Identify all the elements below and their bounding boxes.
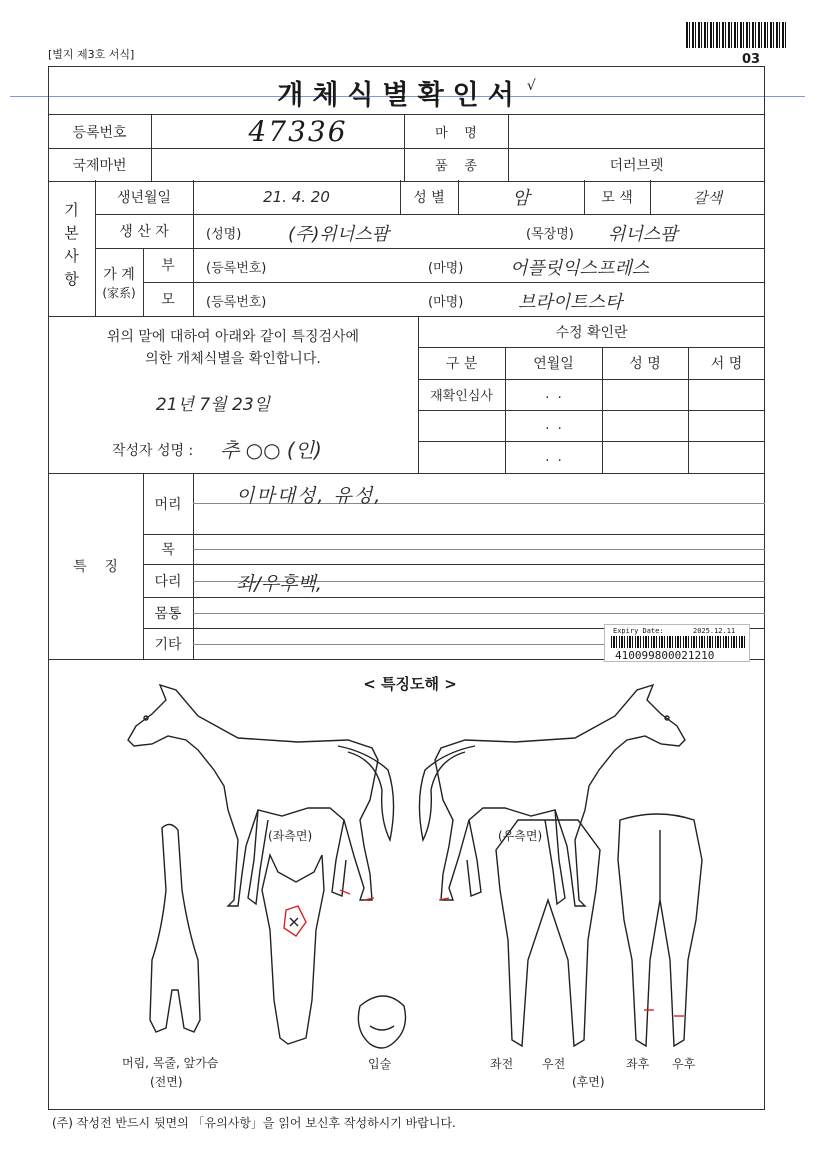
dam-reg-label: (등록번호): [206, 295, 267, 310]
expiry-value: 2025.12.11: [693, 627, 736, 635]
feature-label-legs: 다리: [154, 573, 182, 590]
reg-no-label: 등록번호: [72, 124, 127, 141]
writer-value: 추 ○○ (인): [220, 438, 322, 462]
dam-name-label: (마명): [428, 295, 464, 310]
page-code: 03: [742, 52, 761, 67]
breed-label: 품 종: [435, 159, 477, 174]
footer-note: (주) 작성전 반드시 뒷면의 「유의사항」을 읽어 보신후 작성하시기 바랍니다.: [52, 1116, 456, 1130]
hind-left-label: 좌후: [626, 1057, 650, 1071]
feature-value-legs: 좌/우후백,: [236, 573, 322, 595]
sire-reg-label: (등록번호): [206, 261, 267, 276]
sire-name-value: 어플릿익스프레스: [510, 258, 650, 279]
producer-name-label: (성명): [206, 227, 242, 242]
basic-section-label: 기본사항: [62, 202, 80, 294]
birth-value: 21. 4. 20: [263, 188, 330, 206]
feature-label-head: 머리: [154, 496, 182, 513]
intl-name-value: [151, 148, 404, 181]
reg-no-value: 47336: [248, 115, 348, 148]
producer-name-value: (주)위너스팜: [288, 224, 389, 245]
rev-header-sign: 서 명: [710, 356, 743, 372]
feature-label-neck: 목: [161, 542, 175, 558]
rev-header-name: 성 명: [629, 356, 661, 372]
expiry-label: Expiry Date:: [613, 627, 664, 635]
rev-header-type: 구 분: [445, 356, 478, 372]
horse-name-label: 마 명: [435, 126, 477, 141]
horse-front-legs: [496, 820, 600, 1046]
check-mark: √: [526, 78, 536, 94]
breed-value: 더러브렛: [609, 157, 664, 174]
horse-rear-view: [618, 814, 702, 1046]
intl-name-label: 국제마번: [72, 157, 127, 174]
horse-front-view: [150, 824, 200, 1032]
revision-title: 수정 확인란: [555, 324, 628, 341]
sex-label: 성 별: [413, 190, 445, 206]
features-section-label: 특 징: [73, 559, 118, 575]
statement-line2: 의한 개체식별을 확인합니다.: [145, 351, 321, 367]
top-barcode: [686, 22, 786, 48]
fore-left-label: 좌전: [490, 1057, 514, 1071]
front-label: (전면): [150, 1075, 183, 1089]
rev-row-date: . .: [545, 387, 562, 402]
horse-left-side: [128, 685, 394, 906]
dam-name-value: 브라이트스타: [518, 292, 623, 313]
rev-header-date: 연월일: [533, 356, 574, 372]
dam-label: 모: [161, 292, 175, 308]
farm-value: 위너스팜: [608, 224, 678, 245]
rev-row-type: 재확인심사: [430, 389, 493, 404]
hind-right-label: 우후: [672, 1057, 696, 1071]
horse-right-side: [419, 685, 685, 906]
registration-table: [48, 114, 765, 180]
front-caption: 머림, 목줄, 앞가슴: [122, 1056, 219, 1070]
barcode-sticker: [604, 624, 750, 662]
birth-label: 생년월일: [116, 190, 172, 206]
rear-label: (후면): [572, 1075, 605, 1089]
horse-muzzle: [358, 996, 405, 1048]
feature-label-body: 몸통: [154, 605, 182, 622]
statement-line1: 위의 말에 대하여 아래와 같이 특징검사에: [106, 329, 360, 345]
feature-label-other: 기타: [154, 636, 182, 653]
right-side-label: (우측면): [498, 829, 543, 843]
color-value: 갈색: [693, 188, 722, 207]
sire-label: 부: [161, 258, 175, 274]
horse-diagrams: [48, 660, 765, 1110]
barcode-bars: [611, 636, 745, 648]
fore-right-label: 우전: [542, 1057, 566, 1071]
left-side-label: (좌측면): [268, 829, 313, 843]
date-value: 21년 7월 23일: [155, 394, 271, 415]
barcode-number: 410099800021210: [615, 649, 715, 662]
confirmation-section: [48, 316, 765, 473]
sex-value: 암: [512, 188, 530, 209]
color-label: 모 색: [601, 190, 633, 206]
pedigree-hanja: (家系): [102, 285, 136, 300]
producer-label: 생 산 자: [119, 224, 169, 240]
writer-label: 작성자 성명 :: [112, 443, 194, 459]
pedigree-title: 가 계: [103, 266, 135, 283]
horse-head-front: [262, 855, 324, 1044]
rev-row-date: . .: [545, 449, 562, 465]
muzzle-label: 입술: [368, 1057, 392, 1071]
basic-info-table: [48, 180, 765, 316]
sire-name-label: (마명): [428, 261, 464, 276]
rev-row-date: . .: [545, 418, 562, 433]
pedigree-label: [95, 248, 143, 316]
farm-label: (목장명): [526, 227, 574, 242]
form-tag: [별지 제3호 서식]: [48, 48, 135, 61]
page-title: 개체식별확인서 √: [277, 78, 536, 111]
diagram-title: < 특징도해 >: [363, 674, 457, 693]
horse-name-value: [508, 115, 765, 148]
feature-value-head: 이마대성, 유성,: [236, 485, 383, 507]
